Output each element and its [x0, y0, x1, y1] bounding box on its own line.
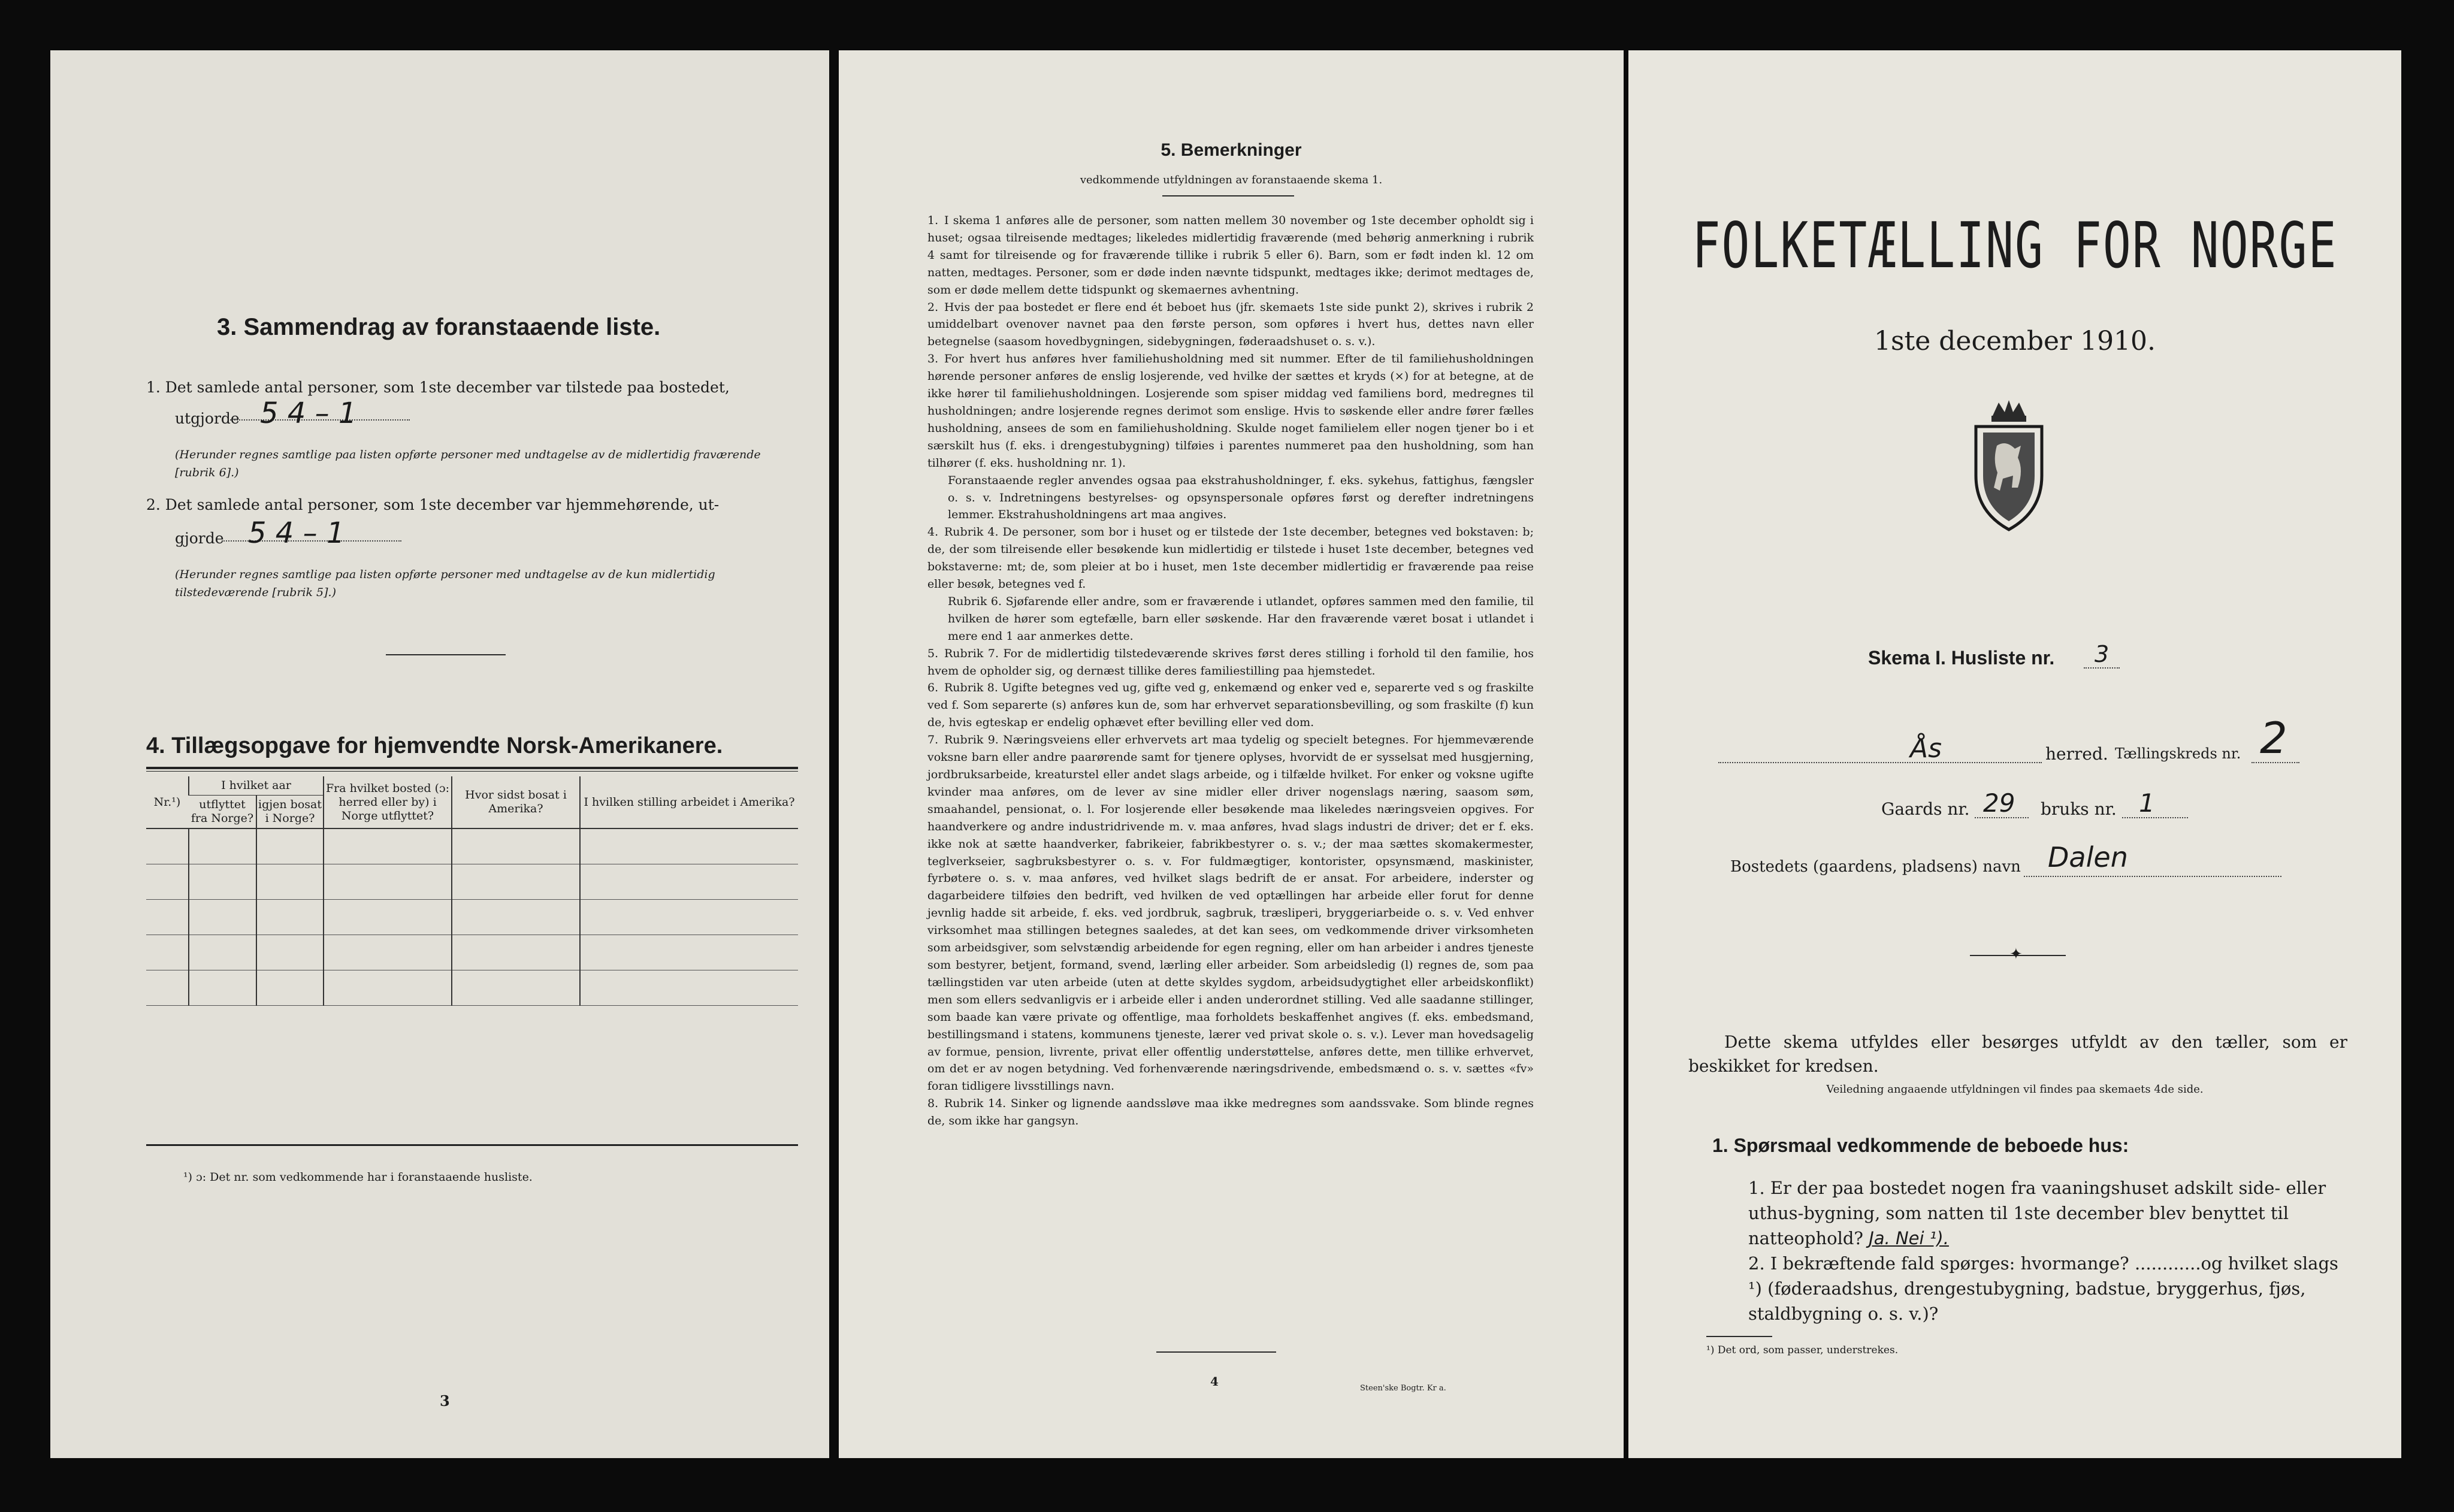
col-utflyttet: utflyttet fra Norge? — [189, 796, 256, 829]
norway-coat-of-arms-icon — [1964, 398, 2054, 536]
remark-item: 8. Rubrik 14. Sinker og lignende aandssløve maa ikke medregnes som aandssvake. Som blinde regnes de, som ikke har gangsyn. — [927, 1097, 1534, 1128]
footnote: ¹) ɔ: Det nr. som vedkommende har i foranstaaende husliste. — [183, 1171, 533, 1184]
bruks-value: 1 — [2139, 788, 2155, 818]
item2-text: 2. Det samlede antal personer, som 1ste december var hjemmehørende, ut- — [146, 496, 720, 513]
item1-value: 5 4 – 1 — [260, 397, 357, 430]
remark-item: Rubrik 6. Sjøfarende eller andre, som er fraværende i utlandet, opføres sammen med den familie, til hvilken de hører som egtefælle, barn eller søskende. Har den fraværende været bosat i utlandet i mere end 1 aar anmerkes dette. — [948, 594, 1534, 643]
footnote-divider — [1706, 1336, 1772, 1337]
remarks-title: 5. Bemerkninger — [1160, 140, 1302, 160]
norsk-amerikanere-table — [146, 776, 798, 1006]
krets-value: 2 — [2260, 713, 2287, 763]
section3-title: 3. Sammendrag av foranstaaende liste. — [217, 314, 661, 340]
ornament-icon: ✦ — [2009, 945, 2023, 963]
page-right — [1628, 50, 2401, 1458]
table-bottom-rule — [146, 1144, 798, 1146]
bruks-line — [2122, 817, 2188, 818]
table-row — [146, 935, 798, 970]
question-2: 2. I bekræftende fald spørges: hvormange? ............og hvilket slags ¹) (føderaadshus, drengestubygning, badstue, bryggerhus, fjøs, staldbygning o. s. v.)? — [1748, 1253, 2338, 1324]
item2-value: 5 4 – 1 — [248, 516, 345, 550]
q1-answer: Ja. Nei ¹). — [1869, 1228, 1949, 1248]
bosted-value: Dalen — [2048, 841, 2128, 873]
page-number: 4 — [1210, 1374, 1219, 1389]
instructions: Dette skema utfyldes eller besørges utfyldt av den tæller, som er beskikket for kredsen. — [1688, 1032, 2347, 1076]
item2-note: (Herunder regnes samtlige paa listen opførte personer med undtagelse av de kun midlertidig tilstedeværende [rubrik 5].) — [175, 568, 715, 599]
table-top-rule-thin — [146, 771, 798, 772]
table-top-rule — [146, 767, 798, 769]
remark-item: 2. Hvis der paa bostedet er flere end ét beboet hus (jfr. skemaets 1ste side punkt 2), skrives i rubrik 2 umiddelbart ovenover navnet paa den første person, som opføres i hvert hus, dettes navn eller betegnelse (saasom hovedbygningen, sidebygningen, føderaadshuset o. s. v.). — [927, 300, 1534, 349]
gaards-label: Gaards nr. — [1881, 799, 1970, 819]
skema-label: Skema I. Husliste nr. — [1868, 647, 2055, 669]
item2-label: gjorde — [175, 530, 224, 547]
printer-mark: Steen'ske Bogtr. Kr a. — [1360, 1384, 1446, 1393]
gaards-value: 29 — [1983, 788, 2015, 818]
question-1: 1. Er der paa bostedet nogen fra vaaningshuset adskilt side- eller uthus-bygning, som natten til 1ste december blev benyttet til natteophold? Ja. Nei ¹). — [1748, 1178, 2326, 1248]
footnote: ¹) Det ord, som passer, understrekes. — [1706, 1344, 1899, 1356]
table-row — [146, 828, 798, 864]
herred-label: herred. — [2045, 744, 2108, 764]
bosted-label: Bostedets (gaardens, pladsens) navn — [1730, 858, 2021, 876]
item1-label: utgjorde — [175, 410, 240, 427]
bosted-line — [2024, 876, 2281, 877]
krets-label: Tællingskreds nr. — [2115, 745, 2241, 762]
husliste-line — [2084, 667, 2120, 669]
herred-value: Ås — [1910, 733, 1942, 764]
census-date: 1ste december 1910. — [1873, 326, 2156, 356]
section4-title: 4. Tillægsopgave for hjemvendte Norsk-Amerikanere. — [146, 733, 723, 758]
remark-item: 4. Rubrik 4. De personer, som bor i huset og er tilstede der 1ste december, betegnes ved bokstaven: b; de, der som tilreisende eller besøkende kun midlertidig er tilstede i huset 1ste december, betegnes ved bokstaverne: mt; de, som pleier at bo i huset, men 1ste december midlertidig er fraværende paa reise eller besøk, betegnes ved f. — [927, 525, 1534, 591]
remark-item: 7. Rubrik 9. Næringsveiens eller erhvervets art maa tydelig og specielt betegnes. For hjemmeværende voksne barn eller andre paarørende samt for tjenere oplyses, hvorvidt de er sysselsat med husgjerning, jordbruksarbeide, kreaturstel eller andet slags arbeide, og i tilfælde hvilket. For enker og voksne ugifte kvinder maa anføres, om de lever av sine midler eller driver nogenslags næring, saasom søm, smaahandel, pensionat, o. l. For losjerende eller besøkende maa likeledes næringsveien opgives. For haandverkere og andre industridrivende m. v. maa anføres, hvad slags industri de driver; det er f. eks. ikke nok at sætte haandverker, fabrikeier, fabrikbestyrer o. s. v.; der maa sættes skomakermester, teglverkseier, sagbruksbestyrer o. s. v. For fuldmægtiger, kontorister, opsynsmænd, maskinister, fyrbøtere o. s. v. maa anføres, ved hvilket slags bedrift de er ansat. For arbeidere, inderster og dagarbeidere tilføies den bedrift, ved hvilken de ved optællingen har arbeide eller forut for denne jevnlig hadde sit arbeide, f. eks. ved jordbruk, sagbruk, træsliperi, bryggeriarbeide o. s. v. Ved enhver virksomhet maa stillingen betegnes saaledes, at det kan sees, om vedkommende driver virksomheten som arbeidsgiver, som selvstændig arbeidende for egen regning, eller om han arbeider i andres tjeneste som bestyrer, betjent, formand, svend, lærling eller arbeider. Som arbeidsledig (l) regnes de, som paa tællingstiden var uten arbeide (uten at dette skyldes sygdom, arbeidsudygtighet eller arbeidskonflikt) men som ellers sedvanligvis er i arbeide eller i anden underordnet stilling. Ved alle saadanne stillinger, som baade kan være private og offentlige, maa forholdets beskaffenhet angives (f. eks. embedsmand, bestillingsmand i statens, kommunens tjeneste, lærer ved privat skole o. s. v.). Lever man hovedsagelig av formue, pension, livrente, privat eller offentlig understøttelse, anføres dette, men tillike erhvervet, om det er av nogen betydning. Ved forhenværende næringsdrivende, embedsmænd o. s. v. sættes «fv» foran tidligere livsstillings navn. — [927, 733, 1534, 1093]
husliste-value: 3 — [2095, 641, 2110, 667]
remark-item: 1. I skema 1 anføres alle de personer, som natten mellem 30 november og 1ste december opholdt sig i huset; ogsaa tilreisende medtages; likeledes midlertidig fraværende (med behørig anmerkning i rubrik 4 samt for tilreisende og for fraværende tillike i rubrik 5 eller 6). Barn, som er født inden kl. 12 om natten, medtages. Personer, som er døde inden nævnte tidspunkt, medtages ikke; derimot medtages de, som er døde mellem dette tidspunkt og skemaernes avhentning. — [927, 214, 1534, 297]
page-middle — [839, 50, 1624, 1458]
col-igjen: igjen bosat i Norge? — [256, 796, 324, 829]
page-number: 3 — [440, 1392, 450, 1410]
table-row — [146, 970, 798, 1006]
item1-note: (Herunder regnes samtlige paa listen opførte personer med undtagelse av de midlertidig fraværende [rubrik 6].) — [175, 448, 761, 479]
remark-item: 6. Rubrik 8. Ugifte betegnes ved ug, gifte ved g, enkemænd og enker ved e, separerte ved s og fraskilte ved f. Som separerte (s) anføres kun de, som har erhvervet separationsbevilling, og som fraskilte (f) kun de, hvis egteskap er endelig ophævet efter bevilling eller ved dom. — [927, 681, 1534, 730]
bruks-label: bruks nr. — [2041, 799, 2117, 819]
col-group-year: I hvilket aar — [189, 776, 324, 796]
divider — [386, 654, 506, 655]
remarks-divider — [1162, 195, 1294, 196]
herred-line — [1718, 762, 2042, 763]
col-fra-bosted: Fra hvilket bosted (ɔ: herred eller by) i Norge utflyttet? — [324, 776, 452, 828]
remarks-list — [927, 212, 1534, 1130]
remarks-subtitle: vedkommende utfyldningen av foranstaaende skema 1. — [1080, 174, 1383, 186]
remark-item: 3. For hvert hus anføres hver familiehusholdning med sit nummer. Efter de til familiehusholdningen hørende personer anføres de enslig losjerende, ved hvilke der sættes et kryds (×) for at betegne, at de ikke hører til familiehusholdningen. Losjerende som spiser middag ved familiens bord, medregnes til husholdningen; andre losjerende regnes derimot som enslige. Hvis to søskende eller andre fører fælles husholdning, ansees de som en familiehusholdning. Skulde noget familielem eller nogen tjener bo i et særskilt hus (f. eks. i drengestubygning) tilføies i parentes nummeret paa den husholdning, som han tilhører (f. eks. husholdning nr. 1). — [927, 352, 1534, 470]
item1-text: 1. Det samlede antal personer, som 1ste december var tilstede paa bostedet, — [146, 379, 730, 396]
questions-heading: 1. Spørsmaal vedkommende de beboede hus: — [1712, 1135, 2129, 1156]
remark-item: 5. Rubrik 7. For de midlertidig tilstedeværende skrives først deres stilling i forhold til den familie, hos hvem de opholder sig, og dernæst tillike deres familiestilling paa hjemstedet. — [927, 646, 1534, 678]
col-amerika: Hvor sidst bosat i Amerika? — [452, 776, 580, 828]
page-left — [50, 50, 829, 1458]
bottom-divider — [1156, 1351, 1276, 1353]
remark-item: Foranstaaende regler anvendes ogsaa paa ekstrahusholdninger, f. eks. sykehus, fattighus, fængsler o. s. v. Indretningens bestyrelses- og opsynspersonale opføres først og derefter indretningens lemmer. Ekstrahusholdningens art maa angives. — [948, 473, 1534, 522]
table-row — [146, 864, 798, 900]
table-row — [146, 900, 798, 935]
col-stilling: I hvilken stilling arbeidet i Amerika? — [580, 776, 798, 828]
census-title: FOLKETÆLLING FOR NORGE — [1692, 210, 2338, 283]
col-nr: Nr.¹) — [146, 776, 189, 828]
instructions-note: Veiledning angaaende utfyldningen vil findes paa skemaets 4de side. — [1826, 1083, 2204, 1096]
